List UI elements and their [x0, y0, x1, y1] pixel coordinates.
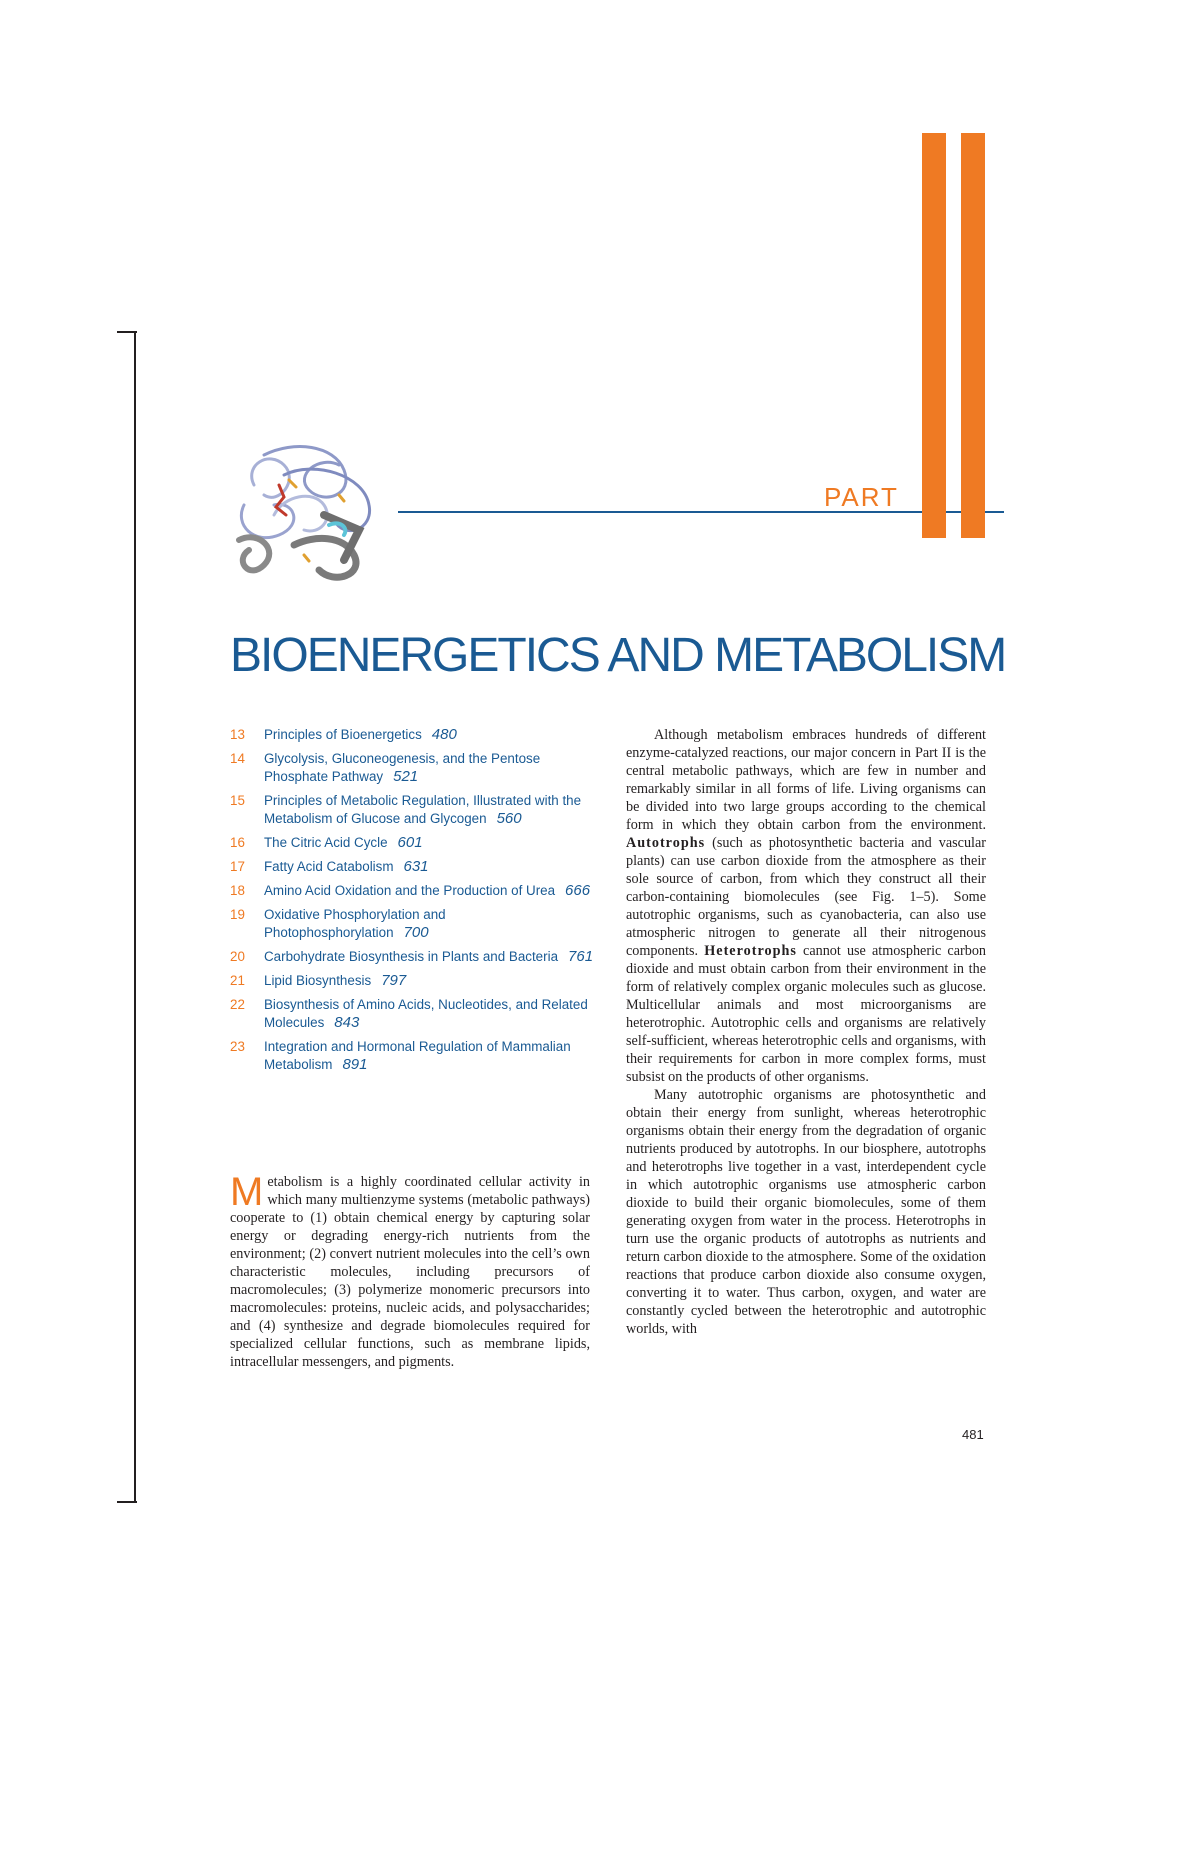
chapter-number: 15: [230, 793, 245, 808]
intro-text: etabolism is a highly coordinated cellular activity in which many multienzyme systems (metabolic pathways) cooperate to (1) obtain chemical energy by capturing solar energy or degrading energy-rich nutrients from the environment; (2) convert nutrient molecules into the cell’s own characteristic molecules, including precursors of macromolecules; (3) polymerize monomeric precursors into macromolecules: proteins, nucleic acids, and polysaccharides; and (4) synthesize and degrade biomolecules required for specialized cellular functions, such as membrane lipids, intracellular messengers, and pigments.: [230, 1174, 590, 1370]
chapter-title: Amino Acid Oxidation and the Production of Urea: [264, 883, 556, 898]
body-text: (such as photosynthetic bacteria and vascular plants) can use carbon dioxide from the atmosphere as their sole source of carbon, from which they construct all their carbon-containing biomolecules (see Fig. 1–5). Some autotrophic organisms, such as cyanobacteria, can also use atmospheric nitrogen to generate all their nitrogenous components.: [626, 835, 987, 959]
chapter-item[interactable]: [230, 726, 600, 744]
chapter-page: 560: [496, 810, 522, 827]
chapter-list: [230, 726, 600, 1080]
chapter-number: 21: [230, 973, 245, 988]
chapter-item[interactable]: [230, 906, 600, 942]
chapter-page: 521: [393, 768, 419, 785]
chapter-item[interactable]: [230, 996, 600, 1032]
term-heterotrophs: Heterotrophs: [704, 943, 797, 959]
chapter-title: Integration and Hormonal Regulation of Mammalian Metabolism: [264, 1039, 571, 1072]
chapter-number: 19: [230, 907, 245, 922]
chapter-number: 13: [230, 727, 245, 742]
chapter-title: Fatty Acid Catabolism: [264, 859, 394, 874]
chapter-title: Carbohydrate Biosynthesis in Plants and Bacteria: [264, 949, 559, 964]
chapter-item[interactable]: [230, 750, 600, 786]
chapter-title: The Citric Acid Cycle: [264, 835, 388, 850]
chapter-item[interactable]: [230, 792, 600, 828]
intro-column: [230, 1170, 590, 1371]
chapter-page: 843: [334, 1014, 360, 1031]
page-number: 481: [962, 1427, 984, 1442]
chapter-number: 14: [230, 751, 245, 766]
chapter-page: 601: [397, 834, 423, 851]
body-column: [626, 726, 986, 1338]
chapter-title: Biosynthesis of Amino Acids, Nucleotides, and Related Molecules: [264, 997, 588, 1030]
chapter-item[interactable]: [230, 834, 600, 852]
chapter-number: 18: [230, 883, 245, 898]
term-autotrophs: Autotrophs: [626, 835, 706, 851]
chapter-number: 20: [230, 949, 245, 964]
intro-paragraph: [230, 1170, 590, 1371]
crop-mark-bottom: [117, 1501, 137, 1503]
chapter-item[interactable]: [230, 882, 600, 900]
chapter-number: 17: [230, 859, 245, 874]
chapter-page: 480: [431, 726, 457, 743]
chapter-item[interactable]: [230, 972, 600, 990]
roman-numeral-bar-1: [922, 133, 946, 538]
chapter-number: 23: [230, 1039, 245, 1054]
chapter-page: 631: [403, 858, 429, 875]
body-paragraph-2: Many autotrophic organisms are photosynthetic and obtain their energy from sunlight, whereas heterotrophic organisms obtain their energy from the degradation of organic nutrients produced by autotrophs. In our biosphere, autotrophs and heterotrophs live together in a vast, interdependent cycle in which autotrophic organisms use atmospheric carbon dioxide to build their organic biomolecules, some of them generating oxygen from water in the process. Heterotrophs in turn use the organic products of autotrophs as nutrients and return carbon dioxide to the atmosphere. Some of the oxidation reactions that produce carbon dioxide also consume oxygen, converting it to water. Thus carbon, oxygen, and water are constantly cycled between the heterotrophic and autotrophic worlds, with: [626, 1087, 986, 1337]
body-paragraph-1: [626, 726, 986, 1086]
chapter-title: Principles of Metabolic Regulation, Illustrated with the Metabolism of Glucose and Glycogen: [264, 793, 582, 826]
chapter-title: Oxidative Phosphorylation and Photophosphorylation: [264, 907, 446, 940]
chapter-title: Glycolysis, Gluconeogenesis, and the Pentose Phosphate Pathway: [264, 751, 541, 784]
chapter-title: Lipid Biosynthesis: [264, 973, 372, 988]
chapter-page: 891: [342, 1056, 368, 1073]
chapter-page: 666: [565, 882, 591, 899]
chapter-title: Principles of Bioenergetics: [264, 727, 422, 742]
protein-structure-illustration: [224, 435, 389, 585]
part-rule: [398, 511, 1004, 513]
part-title: BIOENERGETICS AND METABOLISM: [230, 629, 1006, 682]
chapter-number: 22: [230, 997, 245, 1012]
chapter-page: 761: [568, 948, 594, 965]
chapter-item[interactable]: [230, 858, 600, 876]
drop-cap: M: [230, 1170, 264, 1214]
chapter-page: 797: [381, 972, 407, 989]
chapter-item[interactable]: [230, 948, 600, 966]
body-text: Although metabolism embraces hundreds of different enzyme-catalyzed reactions, our major concern in Part II is the central metabolic pathways, which are few in number and remarkably similar in all forms of life. Living organisms can be divided into two large groups according to the chemical form in which they obtain carbon from the environment.: [626, 727, 986, 833]
body-text: cannot use atmospheric carbon dioxide and must obtain carbon from their environment in the form of relatively complex organic molecules such as glucose. Multicellular animals and most microorganisms are heterotrophic. Autotrophic cells and organisms are relatively self-sufficient, whereas heterotrophic cells and organisms, with their requirements for carbon in more complex forms, must subsist on the products of other organisms.: [626, 943, 987, 1085]
chapter-number: 16: [230, 835, 245, 850]
chapter-item[interactable]: [230, 1038, 600, 1074]
part-label: PART: [824, 482, 899, 512]
chapter-page: 700: [403, 924, 429, 941]
crop-mark-vertical: [134, 331, 136, 1502]
roman-numeral-bar-2: [961, 133, 985, 538]
